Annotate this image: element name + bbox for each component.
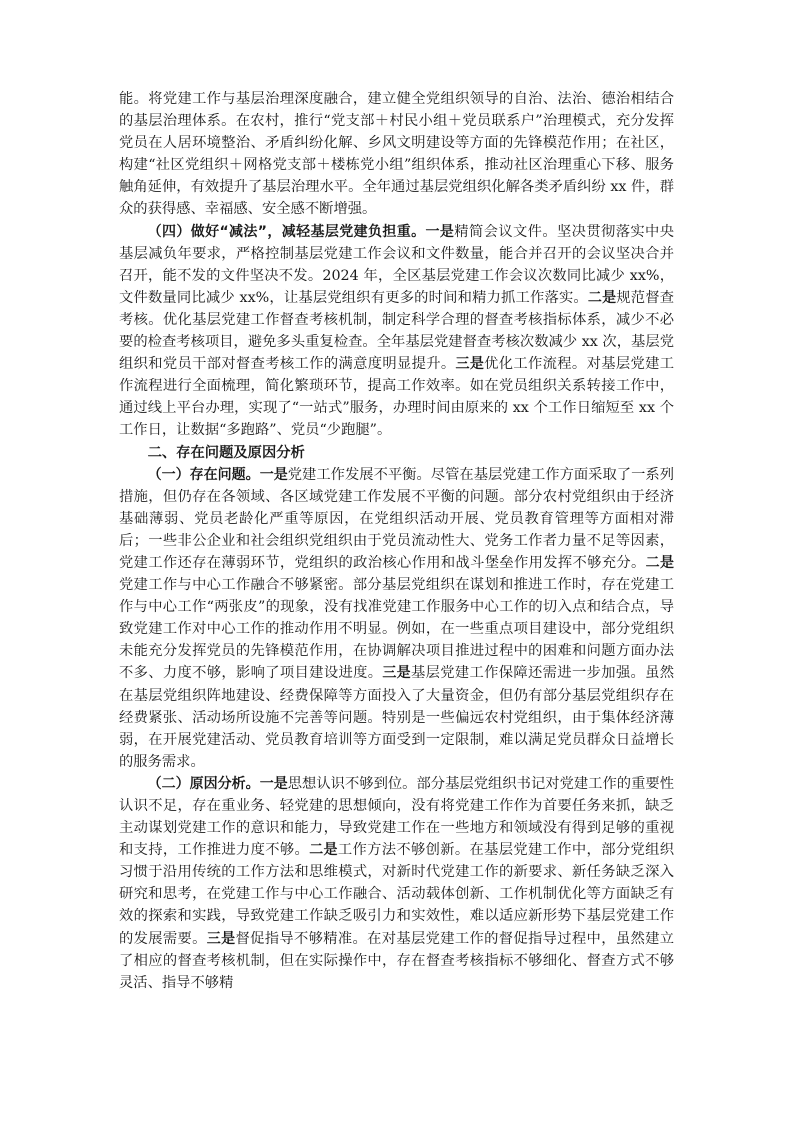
point-marker: 二是	[645, 554, 675, 571]
paragraph-text: 思想认识不够到位。部分基层党组织书记对党建工作的重要性认识不足，存在重业务、轻党建的思想倾向，没有将党建工作作为首要任务来抓，缺乏主动谋划党建工作的意识和能力，导致党建工作在一些地方和领域没有得到足够的重视和支持，工作推进力度不够。	[119, 775, 675, 859]
paragraph-problems	[119, 464, 674, 773]
point-marker: 一是	[259, 466, 288, 483]
paragraph-text: 督促指导不够精准。在对基层党建工作的督促指导过程中，虽然建立了相应的督查考核机制，但在实际操作中，存在督查考核指标不够细化、督查方式不够灵活、指导不够精	[119, 930, 675, 991]
section-lead: （四）做好“减法”，减轻基层党建负担重。	[147, 223, 426, 240]
paragraph-text: 党建工作发展不平衡。尽管在基层党建工作方面采取了一系列措施，但仍存在各领域、各区域党建工作发展不平衡的问题。部分农村党组织由于经济基础薄弱、党员老龄化严重等原因，在党组织活动开展、党员教育管理等方面相对滞后；一些非公企业和社会组织党组织由于党员流动性大、党务工作者力量不足等因素，党建工作还存在薄弱环节，党组织的政治核心作用和战斗堡垒作用发挥不够充分。	[119, 466, 675, 571]
paragraph-text: 优化工作流程。对基层党建工作流程进行全面梳理，简化繁琐环节，提高工作效率。如在党员组织关系转接工作中，通过线上平台办理，实现了“一站式”服务，办理时间由原来的 xx 个工作日缩短至 xx 个工作日，让数据“多跑路”、党员“少跑腿”。	[119, 356, 675, 439]
point-marker: 二是	[587, 289, 617, 306]
paragraph-reduce-burden	[119, 221, 674, 442]
paragraph-text: 基层党建工作保障还需进一步加强。虽然在基层党组织阵地建设、经费保障等方面投入了大量资金，但仍有部分基层党组织存在经费紧张、活动场所设施不完善等问题。特别是一些偏远农村党组织，由于集体经济薄弱，在开展党建活动、党员教育培训等方面受到一定限制，难以满足党员群众日益增长的服务需求。	[119, 665, 675, 770]
paragraph-text: 党建工作与中心工作融合不够紧密。部分基层党组织在谋划和推进工作时，存在党建工作与中心工作“两张皮”的现象，没有找准党建工作服务中心工作的切入点和结合点，导致党建工作对中心工作的推动作用不明显。例如，在一些重点项目建设中，部分党组织未能充分发挥党员的先锋模范作用，在协调解决项目推进过程中的困难和问题方面办法不多、力度不够，影响了项目建设进度。	[119, 577, 674, 682]
point-marker: 三是	[382, 665, 412, 682]
point-marker: 三是	[455, 356, 485, 373]
section-lead: （一）存在问题。	[147, 466, 260, 483]
point-marker: 一是	[425, 223, 455, 240]
paragraph-governance	[119, 88, 674, 221]
point-marker: 二是	[309, 842, 338, 859]
paragraph-text: 精简会议文件。坚决贯彻落实中央基层减负年要求，严格控制基层党建工作会议和文件数量，能合并召开的会议坚决合并召开，能不发的文件坚决不发。2024 年，全区基层党建工作会议次数同比减少 xx%，文件数量同比减少 xx%，让基层党组织有更多的时间和精力抓工作落实。	[119, 223, 675, 306]
paragraph-causes	[119, 773, 674, 994]
point-marker: 一是	[259, 775, 288, 792]
point-marker: 三是	[206, 930, 236, 947]
paragraph-text: 规范督查考核。优化基层党建工作督查考核机制，制定科学合理的督查考核指标体系，减少不必要的检查考核项目，避免多头重复检查。全年基层党建督查考核次数减少 xx 次，基层党组织和党员干部对督查考核工作的满意度明显提升。	[119, 289, 674, 373]
section-lead: （二）原因分析。	[147, 775, 260, 792]
paragraph-text: 能。将党建工作与基层治理深度融合，建立健全党组织领导的自治、法治、德治相结合的基层治理体系。在农村，推行“党支部＋村民小组＋党员联系户”治理模式，充分发挥党员在人居环境整治、矛盾纠纷化解、乡风文明建设等方面的先锋模范作用；在社区，构建“社区党组织＋网格党支部＋楼栋党小组”组织体系，推动社区治理重心下移、服务触角延伸，有效提升了基层治理水平。全年通过基层党组织化解各类矛盾纠纷 xx 件，群众的获得感、幸福感、安全感不断增强。	[119, 91, 674, 218]
document-page	[119, 88, 674, 994]
section-heading: 二、存在问题及原因分析	[147, 444, 305, 461]
paragraph-text: 工作方法不够创新。在基层党建工作中，部分党组织习惯于沿用传统的工作方法和思维模式，对新时代党建工作的新要求、新任务缺乏深入研究和思考，在党建工作与中心工作融合、活动载体创新、工作机制优化等方面缺乏有效的探索和实践，导致党建工作缺乏吸引力和实效性，难以适应新形势下基层党建工作的发展需要。	[119, 842, 675, 947]
